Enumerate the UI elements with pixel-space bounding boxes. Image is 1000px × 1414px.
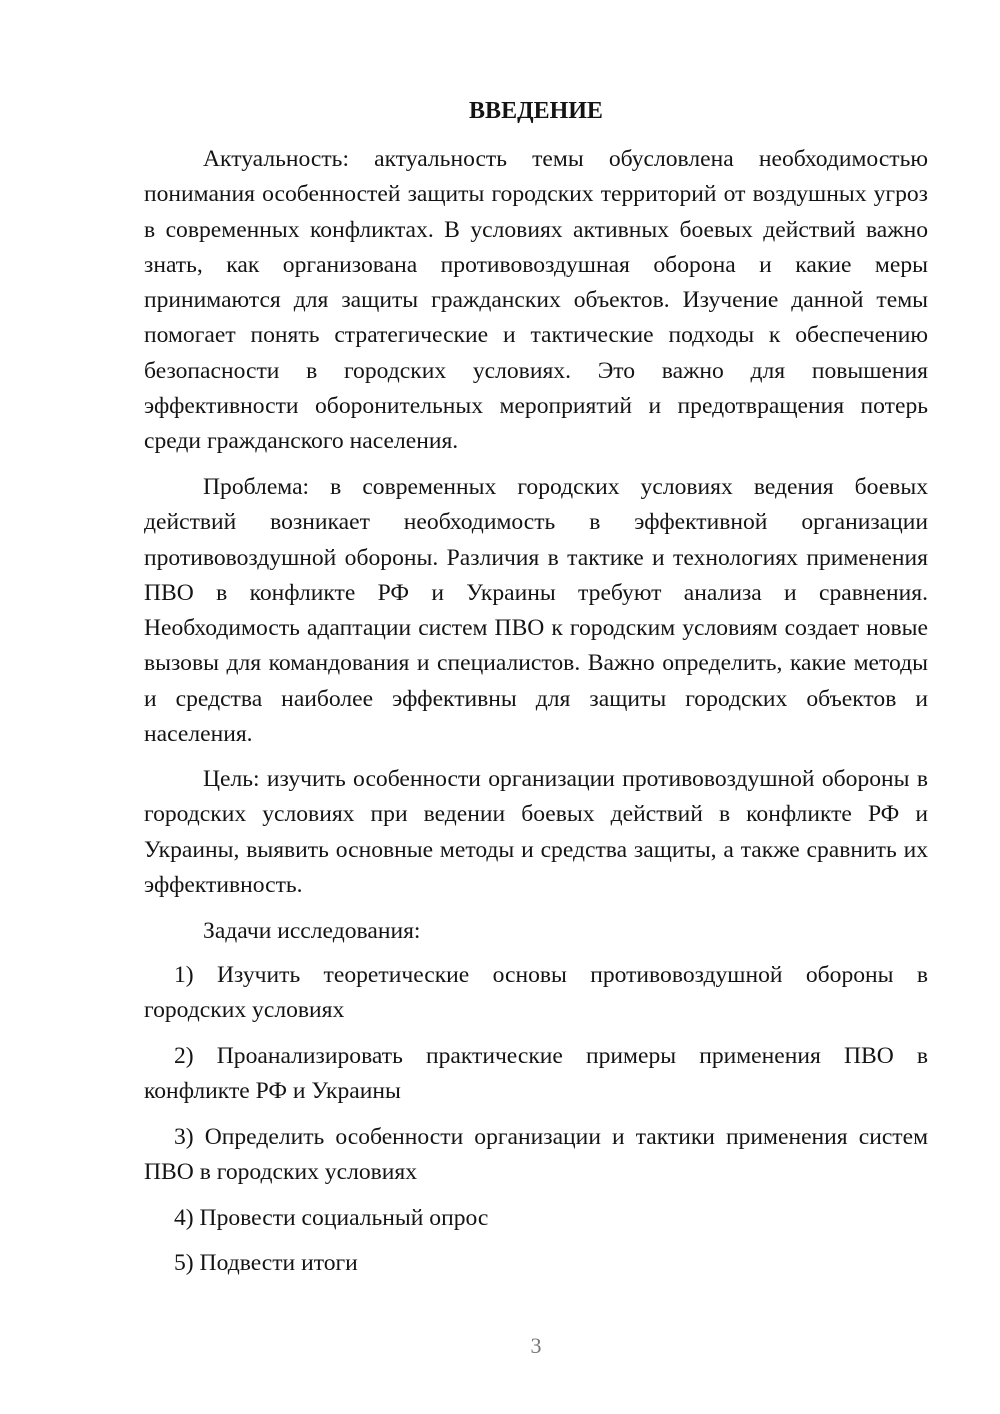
document-page	[144, 0, 928, 1414]
paragraph-goal: Цель: изучить особенности организации противовоздушной обороны в городских условиях при ведении боевых действий в конфликте РФ и Украины, выявить основные методы и средства защиты, а также сравнить их эффективность.	[144, 766, 928, 898]
task-item: 1) Изучить теоретические основы противовоздушной обороны в городских условиях	[144, 962, 928, 1024]
tasks-heading: Задачи исследования:	[203, 918, 421, 944]
task-item: 5) Подвести итоги	[174, 1250, 358, 1276]
paragraph-relevance: Актуальность: актуальность темы обусловлена необходимостью понимания особенностей защиты городских территорий от воздушных угроз в современных конфликтах. В условиях активных боевых действий важно знать, как организована противовоздушная оборона и какие меры принимаются для защиты гражданских объектов. Изучение данной темы помогает понять стратегические и тактические подходы к обеспечению безопасности в городских условиях. Это важно для повышения эффективности оборонительных мероприятий и предотвращения потерь среди гражданского населения.	[144, 146, 928, 455]
page-number: 3	[530, 1333, 542, 1358]
section-title: ВВЕДЕНИЕ	[469, 98, 603, 124]
task-item: 2) Проанализировать практические примеры применения ПВО в конфликте РФ и Украины	[144, 1043, 928, 1105]
task-item: 3) Определить особенности организации и тактики применения систем ПВО в городских условиях	[144, 1124, 928, 1186]
task-item: 4) Провести социальный опрос	[174, 1205, 489, 1231]
paragraph-problem: Проблема: в современных городских условиях ведения боевых действий возникает необходимость в эффективной организации противовоздушной обороны. Различия в тактике и технологиях применения ПВО в конфликте РФ и Украины требуют анализа и сравнения. Необходимость адаптации систем ПВО к городским условиям создает новые вызовы для командования и специалистов. Важно определить, какие методы и средства наиболее эффективны для защиты городских объектов и населения.	[144, 474, 928, 748]
